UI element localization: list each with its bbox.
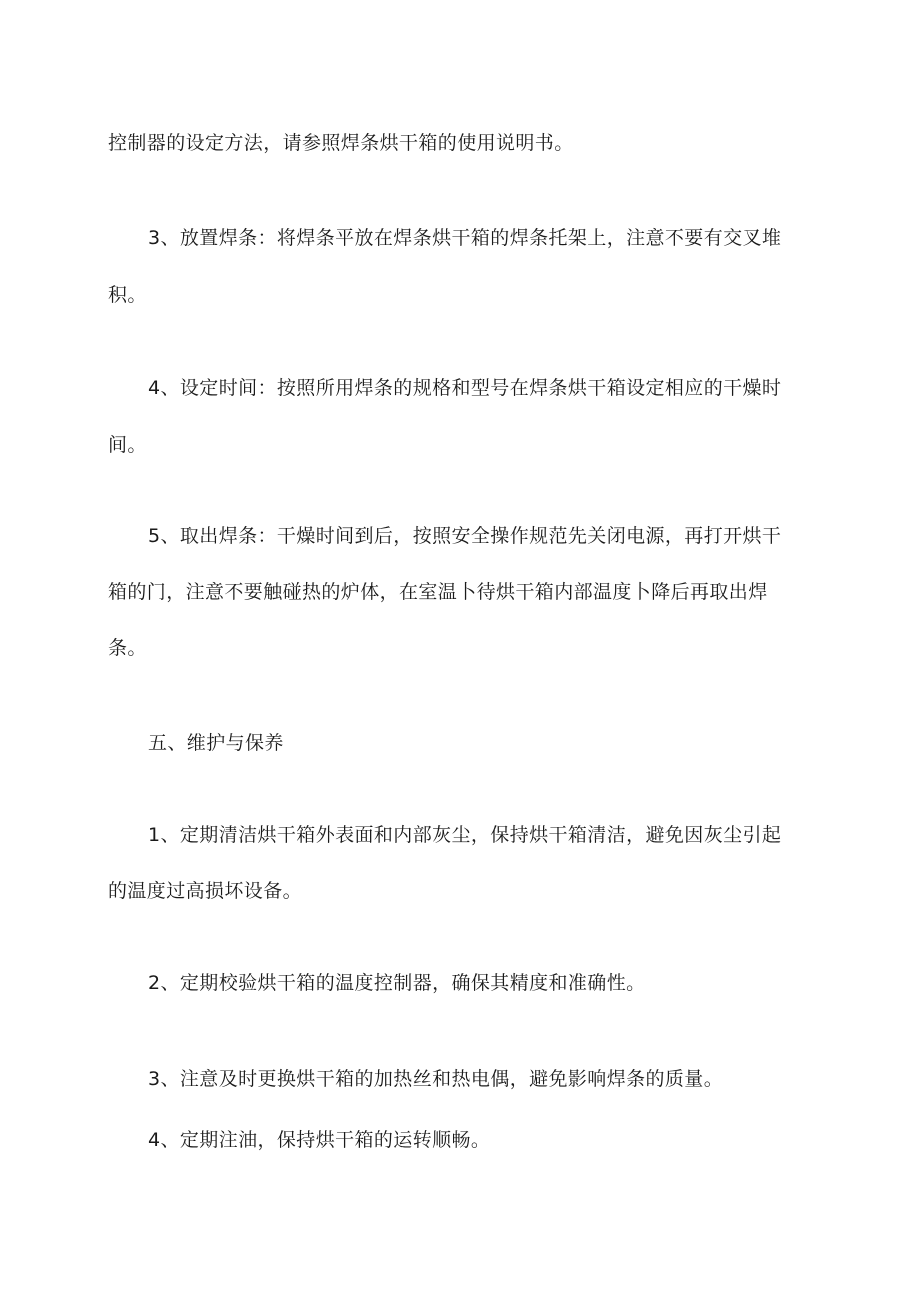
step5-line-2: 箱的门，注意不要触碰热的炉体，在室温卜待烘干箱内部温度卜降后再取出焊 — [108, 581, 768, 603]
step3-line-1: 3、放置焊条：将焊条平放在焊条烘干箱的焊条托架上，注意不要有交叉堆 — [148, 227, 782, 249]
section-heading-maintenance: 五、维护与保养 — [148, 732, 284, 754]
intro-line-1: 控制器的设定方法，请参照焊条烘干箱的使用说明书。 — [108, 132, 574, 154]
maint4-line-1: 4、定期注油，保持烘干箱的运转顺畅。 — [148, 1129, 491, 1151]
maint3-line-1: 3、注意及时更换烘干箱的加热丝和热电偶，避免影响焊条的质量。 — [148, 1068, 724, 1090]
maint1-line-2: 的温度过高损坏设备。 — [108, 880, 303, 902]
step4-line-2: 间。 — [108, 434, 147, 456]
step5-line-3: 条。 — [108, 637, 147, 659]
step3-line-2: 积。 — [108, 284, 147, 306]
maint2-line-1: 2、定期校验烘干箱的温度控制器，确保其精度和准确性。 — [148, 972, 646, 994]
step4-line-1: 4、设定时间：按照所用焊条的规格和型号在焊条烘干箱设定相应的干燥时 — [148, 377, 782, 399]
step5-line-1: 5、取出焊条：干燥时间到后，按照安全操作规范先关闭电源，再打开烘干 — [148, 525, 782, 547]
maint1-line-1: 1、定期清洁烘干箱外表面和内部灰尘，保持烘干箱清洁，避免因灰尘引起 — [148, 824, 782, 846]
